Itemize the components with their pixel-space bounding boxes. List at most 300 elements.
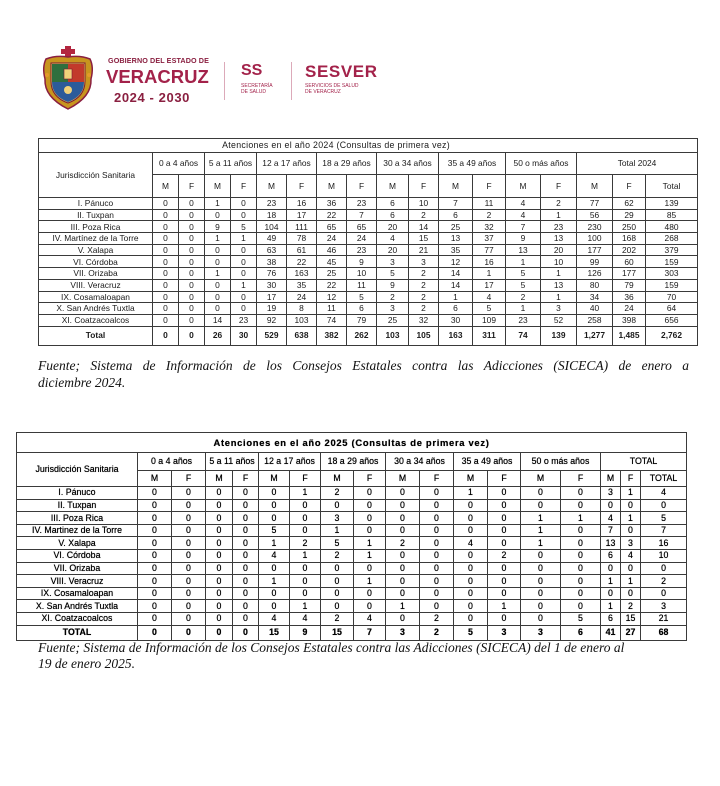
row-total-cell: 1 (601, 575, 621, 588)
sex-subheader: M (257, 175, 287, 198)
data-cell: 65 (347, 221, 377, 233)
data-cell: 5 (231, 221, 257, 233)
table-row (39, 256, 698, 268)
total-cell: 0 (206, 625, 233, 640)
data-cell: 0 (420, 487, 454, 500)
data-cell: 2 (321, 612, 354, 625)
data-cell: 104 (257, 221, 287, 233)
data-cell: 5 (506, 268, 541, 280)
sex-subheader: F (409, 175, 439, 198)
data-cell: 0 (521, 600, 561, 613)
table-row (17, 575, 687, 588)
row-total-cell: 70 (646, 291, 698, 303)
total-cell: 74 (506, 326, 541, 345)
total-row (39, 326, 698, 345)
data-cell: 0 (205, 291, 231, 303)
age-group-header: 50 o más años (521, 453, 601, 471)
data-cell: 0 (454, 512, 488, 525)
row-total-cell: 16 (641, 537, 687, 550)
age-group-header: 30 a 34 años (377, 153, 439, 175)
data-cell: 0 (138, 612, 172, 625)
data-cell: 8 (287, 303, 317, 315)
row-total-cell: 62 (613, 198, 646, 210)
sex-subheader: M (153, 175, 179, 198)
row-total-cell: 0 (641, 587, 687, 600)
data-cell: 0 (420, 537, 454, 550)
table-row (39, 233, 698, 245)
total-cell: 2,762 (646, 326, 698, 345)
age-group-header: 50 o más años (506, 153, 577, 175)
sex-subheader: M (317, 175, 347, 198)
data-cell: 1 (290, 549, 321, 562)
sex-subheader: F (231, 175, 257, 198)
total-cell: 15 (321, 625, 354, 640)
data-cell: 0 (179, 314, 205, 326)
data-cell: 0 (206, 562, 233, 575)
table-title: Atenciones en el año 2024 (Consultas de primera vez) (39, 139, 698, 153)
total-cell: 0 (233, 625, 259, 640)
data-cell: 1 (205, 268, 231, 280)
total-cell: 3 (386, 625, 420, 640)
data-cell: 13 (506, 244, 541, 256)
data-cell: 1 (506, 303, 541, 315)
sex-subheader: F (561, 471, 601, 487)
total-subheader: F (621, 471, 641, 487)
row-total-cell: 379 (646, 244, 698, 256)
sex-subheader: F (233, 471, 259, 487)
data-cell: 24 (347, 233, 377, 245)
data-cell: 1 (231, 233, 257, 245)
data-cell: 0 (153, 303, 179, 315)
data-cell: 0 (179, 303, 205, 315)
data-cell: 0 (488, 537, 521, 550)
table-row (39, 268, 698, 280)
sesver-logo-text: SESVER (305, 62, 378, 81)
data-cell: 0 (521, 562, 561, 575)
age-group-header: 18 a 29 años (321, 453, 386, 471)
row-total-cell: 85 (646, 209, 698, 221)
sex-subheader: F (473, 175, 506, 198)
total-cell: 15 (259, 625, 290, 640)
data-cell: 13 (541, 233, 577, 245)
row-total-cell: 4 (621, 549, 641, 562)
jurisdiction-name: X. San Andrés Tuxtla (17, 600, 138, 613)
data-cell: 63 (257, 244, 287, 256)
data-cell: 1 (541, 291, 577, 303)
data-cell: 2 (321, 487, 354, 500)
data-cell: 0 (386, 512, 420, 525)
data-cell: 0 (386, 487, 420, 500)
data-cell: 0 (231, 303, 257, 315)
data-cell: 0 (454, 612, 488, 625)
data-cell: 6 (347, 303, 377, 315)
sex-subheader: M (321, 471, 354, 487)
data-cell: 3 (321, 512, 354, 525)
row-total-cell: 0 (621, 587, 641, 600)
data-cell: 0 (179, 244, 205, 256)
data-cell: 0 (206, 537, 233, 550)
data-cell: 30 (257, 279, 287, 291)
data-cell: 0 (386, 499, 420, 512)
data-cell: 0 (354, 600, 386, 613)
data-cell: 0 (488, 512, 521, 525)
data-cell: 1 (561, 512, 601, 525)
data-cell: 3 (541, 303, 577, 315)
table-title-row (39, 139, 698, 153)
data-cell: 4 (354, 612, 386, 625)
data-cell: 1 (521, 512, 561, 525)
row-total-cell: 3 (601, 487, 621, 500)
data-cell: 0 (354, 487, 386, 500)
data-cell: 0 (521, 587, 561, 600)
data-cell: 61 (287, 244, 317, 256)
jurisdiction-name: II. Tuxpan (17, 499, 138, 512)
data-cell: 0 (290, 499, 321, 512)
data-cell: 0 (153, 221, 179, 233)
sex-subheader: M (521, 471, 561, 487)
data-cell: 0 (179, 209, 205, 221)
data-cell: 2 (409, 303, 439, 315)
data-cell: 49 (257, 233, 287, 245)
ss-logo-text: SS (241, 62, 263, 79)
data-cell: 0 (206, 499, 233, 512)
sex-subheader: M (138, 471, 172, 487)
total-cell: 3 (521, 625, 561, 640)
data-cell: 0 (138, 549, 172, 562)
data-cell: 4 (377, 233, 409, 245)
data-cell: 32 (473, 221, 506, 233)
sex-subheader: F (179, 175, 205, 198)
age-group-header: 12 a 17 años (259, 453, 321, 471)
data-cell: 35 (439, 244, 473, 256)
row-total-cell: 3 (641, 600, 687, 613)
data-cell: 111 (287, 221, 317, 233)
data-cell: 0 (233, 549, 259, 562)
data-cell: 1 (321, 524, 354, 537)
row-total-cell: 656 (646, 314, 698, 326)
row-total-cell: 79 (613, 279, 646, 291)
data-cell: 25 (439, 221, 473, 233)
jurisdiction-name: VI. Córdoba (17, 549, 138, 562)
data-cell: 1 (541, 268, 577, 280)
sex-subheader: M (259, 471, 290, 487)
data-cell: 0 (172, 549, 206, 562)
total-cell: 7 (354, 625, 386, 640)
data-cell: 78 (287, 233, 317, 245)
data-cell: 0 (521, 612, 561, 625)
table-body (39, 139, 698, 346)
total-cell: 382 (317, 326, 347, 345)
data-cell: 0 (386, 562, 420, 575)
data-cell: 0 (321, 499, 354, 512)
row-total-cell: 250 (613, 221, 646, 233)
data-cell: 14 (205, 314, 231, 326)
jurisdiction-name: II. Tuxpan (39, 209, 153, 221)
data-cell: 0 (420, 549, 454, 562)
data-cell: 37 (473, 233, 506, 245)
data-cell: 0 (420, 562, 454, 575)
ss-subtitle-line: DE SALUD (241, 89, 267, 95)
data-cell: 0 (386, 524, 420, 537)
data-cell: 5 (561, 612, 601, 625)
jurisdiction-name: IX. Cosamaloapan (39, 291, 153, 303)
letterhead (0, 0, 720, 120)
sex-subheader: F (172, 471, 206, 487)
total-group-header: TOTAL (601, 453, 687, 471)
data-cell: 52 (541, 314, 577, 326)
row-total-cell: 0 (601, 562, 621, 575)
jurisdiction-name: I. Pánuco (17, 487, 138, 500)
data-cell: 12 (439, 256, 473, 268)
data-cell: 22 (317, 279, 347, 291)
data-cell: 0 (561, 575, 601, 588)
data-cell: 0 (488, 499, 521, 512)
data-cell: 1 (488, 600, 521, 613)
data-cell: 0 (454, 499, 488, 512)
row-total-cell: 0 (601, 587, 621, 600)
data-cell: 0 (233, 512, 259, 525)
data-cell: 2 (290, 537, 321, 550)
data-cell: 1 (454, 487, 488, 500)
total-cell: 68 (641, 625, 687, 640)
total-cell: 163 (439, 326, 473, 345)
coat-of-arms-icon (40, 45, 96, 111)
data-cell: 3 (409, 256, 439, 268)
sesver-subtitle-line: SERVICIOS DE SALUD (305, 83, 359, 89)
data-cell: 13 (439, 233, 473, 245)
sex-subheader: F (488, 471, 521, 487)
data-cell: 0 (172, 487, 206, 500)
table-title: Atenciones en el año 2025 (Consultas de primera vez) (17, 433, 687, 453)
data-cell: 14 (439, 279, 473, 291)
government-period: 2024 - 2030 (114, 90, 190, 105)
row-total-cell: 15 (621, 612, 641, 625)
data-cell: 5 (473, 303, 506, 315)
data-cell: 4 (506, 209, 541, 221)
data-cell: 0 (233, 600, 259, 613)
data-cell: 5 (347, 291, 377, 303)
row-total-cell: 168 (613, 233, 646, 245)
data-cell: 3 (377, 256, 409, 268)
data-cell: 0 (290, 562, 321, 575)
table-row (17, 587, 687, 600)
data-cell: 22 (317, 209, 347, 221)
total-cell: 3 (488, 625, 521, 640)
row-total-cell: 7 (601, 524, 621, 537)
data-cell: 1 (439, 291, 473, 303)
data-cell: 0 (138, 562, 172, 575)
jurisdiction-name: XI. Coatzacoalcos (39, 314, 153, 326)
data-cell: 2 (409, 279, 439, 291)
sex-subheader: M (454, 471, 488, 487)
total-row (17, 625, 687, 640)
jurisdiction-name: X. San Andrés Tuxtla (39, 303, 153, 315)
jurisdiction-name: V. Xalapa (17, 537, 138, 550)
data-cell: 24 (287, 291, 317, 303)
total-cell: 0 (153, 326, 179, 345)
data-cell: 0 (172, 537, 206, 550)
data-cell: 0 (179, 268, 205, 280)
data-cell: 9 (377, 279, 409, 291)
age-group-header-row (39, 153, 698, 175)
data-cell: 0 (172, 575, 206, 588)
data-cell: 0 (153, 209, 179, 221)
row-total-cell: 80 (577, 279, 613, 291)
data-cell: 23 (347, 244, 377, 256)
data-cell: 1 (259, 537, 290, 550)
row-total-cell: 268 (646, 233, 698, 245)
total-cell: 0 (179, 326, 205, 345)
data-cell: 1 (506, 256, 541, 268)
data-cell: 0 (561, 524, 601, 537)
data-cell: 0 (179, 198, 205, 210)
row-total-cell: 29 (613, 209, 646, 221)
data-cell: 0 (172, 499, 206, 512)
sex-subheader: F (347, 175, 377, 198)
sex-subheader: F (541, 175, 577, 198)
data-cell: 22 (287, 256, 317, 268)
row-total-cell: 77 (577, 198, 613, 210)
data-cell: 0 (233, 562, 259, 575)
table-row (39, 279, 698, 291)
data-cell: 0 (561, 600, 601, 613)
total-cell: 311 (473, 326, 506, 345)
jurisdiction-name: IV. Martínez de la Torre (39, 233, 153, 245)
data-cell: 0 (290, 575, 321, 588)
sex-subheader: M (205, 175, 231, 198)
data-cell: 24 (317, 233, 347, 245)
row-total-cell: 100 (577, 233, 613, 245)
jurisdiction-name: VIII. Veracruz (17, 575, 138, 588)
data-cell: 2 (409, 209, 439, 221)
data-cell: 4 (259, 612, 290, 625)
jurisdiction-name: VII. Orizaba (17, 562, 138, 575)
data-cell: 1 (541, 209, 577, 221)
table-2024 (38, 138, 698, 346)
row-total-cell: 7 (641, 524, 687, 537)
row-total-cell: 3 (621, 537, 641, 550)
data-cell: 0 (290, 587, 321, 600)
data-cell: 30 (439, 314, 473, 326)
data-cell: 1 (354, 537, 386, 550)
data-cell: 0 (259, 600, 290, 613)
data-cell: 0 (386, 575, 420, 588)
jurisdiction-name: VII. Orizaba (39, 268, 153, 280)
data-cell: 0 (172, 600, 206, 613)
data-cell: 0 (454, 524, 488, 537)
data-cell: 21 (409, 244, 439, 256)
data-cell: 2 (386, 537, 420, 550)
age-group-header: 0 a 4 años (153, 153, 205, 175)
data-cell: 19 (257, 303, 287, 315)
data-cell: 0 (172, 512, 206, 525)
data-cell: 0 (354, 512, 386, 525)
table-row (39, 209, 698, 221)
data-cell: 2 (409, 268, 439, 280)
row-total-cell: 6 (601, 549, 621, 562)
data-cell: 0 (454, 562, 488, 575)
data-cell: 0 (138, 524, 172, 537)
data-cell: 0 (179, 291, 205, 303)
state-name: VERACRUZ (106, 66, 209, 87)
total-subheader: M (577, 175, 613, 198)
sex-subheader: M (377, 175, 409, 198)
row-total-cell: 10 (641, 549, 687, 562)
data-cell: 35 (287, 279, 317, 291)
data-cell: 0 (488, 487, 521, 500)
data-cell: 76 (257, 268, 287, 280)
data-cell: 65 (317, 221, 347, 233)
data-cell: 0 (420, 575, 454, 588)
table-row (17, 512, 687, 525)
data-cell: 6 (439, 303, 473, 315)
jurisdiction-name: XI. Coatzacoalcos (17, 612, 138, 625)
caption-2024-line: diciembre 2024. (38, 375, 126, 390)
table-body (17, 433, 687, 641)
data-cell: 1 (205, 198, 231, 210)
data-cell: 23 (506, 314, 541, 326)
data-cell: 5 (377, 268, 409, 280)
data-cell: 0 (488, 524, 521, 537)
sex-subheader: F (420, 471, 454, 487)
age-group-header: 35 a 49 años (454, 453, 521, 471)
data-cell: 0 (138, 600, 172, 613)
data-cell: 0 (205, 209, 231, 221)
age-group-header: 5 a 11 años (205, 153, 257, 175)
data-cell: 9 (347, 256, 377, 268)
data-cell: 0 (153, 198, 179, 210)
row-total-cell: 34 (577, 291, 613, 303)
data-cell: 0 (233, 575, 259, 588)
data-cell: 0 (153, 256, 179, 268)
sex-subheader: F (290, 471, 321, 487)
row-total-cell: 398 (613, 314, 646, 326)
data-cell: 0 (488, 562, 521, 575)
table-row (17, 600, 687, 613)
row-total-cell: 2 (621, 600, 641, 613)
table-row (17, 487, 687, 500)
ss-subtitle (241, 83, 273, 95)
row-total-cell: 0 (621, 524, 641, 537)
data-cell: 79 (347, 314, 377, 326)
data-cell: 0 (354, 587, 386, 600)
data-cell: 23 (347, 198, 377, 210)
data-cell: 0 (233, 499, 259, 512)
age-group-header: 30 a 34 años (386, 453, 454, 471)
data-cell: 7 (439, 198, 473, 210)
total-cell: 27 (621, 625, 641, 640)
data-cell: 23 (257, 198, 287, 210)
row-total-cell: 0 (641, 562, 687, 575)
row-total-cell: 99 (577, 256, 613, 268)
data-cell: 0 (321, 587, 354, 600)
data-cell: 16 (287, 198, 317, 210)
row-total-cell: 24 (613, 303, 646, 315)
data-cell: 92 (257, 314, 287, 326)
data-cell: 0 (179, 256, 205, 268)
row-header: Jurisdicción Sanitaria (39, 153, 153, 198)
data-cell: 0 (561, 537, 601, 550)
data-cell: 0 (521, 499, 561, 512)
data-cell: 0 (138, 587, 172, 600)
data-cell: 10 (409, 198, 439, 210)
data-cell: 4 (454, 537, 488, 550)
data-cell: 13 (541, 279, 577, 291)
data-cell: 0 (206, 487, 233, 500)
row-total-cell: 177 (577, 244, 613, 256)
row-total-cell: 4 (601, 512, 621, 525)
data-cell: 0 (420, 512, 454, 525)
